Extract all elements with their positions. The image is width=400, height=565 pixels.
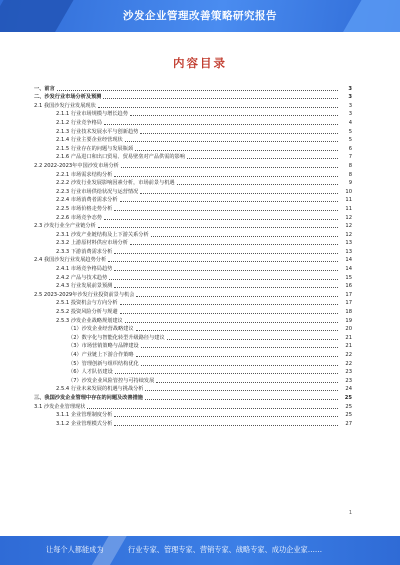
page-number: 1 <box>348 510 352 516</box>
toc-leader-dots <box>98 107 338 108</box>
toc-entry-page: 3 <box>348 94 352 101</box>
toc-entry-label: 2.1.6 产品进口和出口贸易、贸易壁垒对产品供需的影响 <box>56 154 185 161</box>
toc-leader-dots <box>187 158 338 159</box>
toc-entry[interactable] <box>34 110 352 119</box>
toc-entry-page: 23 <box>345 377 352 384</box>
toc-entry-page: 8 <box>348 162 352 169</box>
toc-entry[interactable] <box>34 239 352 248</box>
toc-entry[interactable] <box>34 84 352 93</box>
toc-entry-label: （1）沙发企业经营战略建议 <box>68 326 134 333</box>
toc-entry[interactable] <box>34 187 352 196</box>
toc-entry[interactable] <box>34 342 352 351</box>
toc-entry-label: 2.1.3 行业技术发展水平与创新趋势 <box>56 128 139 135</box>
toc-entry[interactable] <box>34 273 352 282</box>
toc-entry-label: 2.2.6 市场竞争态势 <box>56 214 102 221</box>
toc-leader-dots <box>125 141 338 142</box>
toc-heading: 内容目录 <box>173 56 227 70</box>
toc-entry-page: 21 <box>345 343 352 350</box>
toc-leader-dots <box>115 373 338 374</box>
toc-entry-label: 2.1.5 行业存在的问题与发展瓶颈 <box>56 145 134 152</box>
toc-entry-page: 17 <box>345 300 352 307</box>
toc-entry-label: 2.2.3 行业市场供给状况与运营情况 <box>56 188 139 195</box>
toc-leader-dots <box>130 115 338 116</box>
toc-entry-label: 一、前言 <box>34 85 55 92</box>
toc-entry[interactable] <box>34 256 352 265</box>
toc-entry-page: 21 <box>345 334 352 341</box>
toc-leader-dots <box>145 390 338 391</box>
toc-leader-dots <box>57 90 338 91</box>
toc-entry[interactable] <box>34 376 352 385</box>
toc-entry-page: 7 <box>348 154 352 161</box>
toc-leader-dots <box>141 347 338 348</box>
toc-entry[interactable] <box>34 299 352 308</box>
toc-entry[interactable] <box>34 230 352 239</box>
toc-leader-dots <box>140 133 338 134</box>
toc-entry-page: 27 <box>345 420 352 427</box>
toc-entry[interactable] <box>34 350 352 359</box>
toc-entry-label: （2）数字化与智能化转型升级路径与建议 <box>68 334 165 341</box>
toc-entry-page: 13 <box>345 248 352 255</box>
toc-entry-page: 4 <box>348 119 352 126</box>
toc-entry[interactable] <box>34 196 352 205</box>
toc-entry-page: 8 <box>348 171 352 178</box>
toc-entry-label: 2.3.2 上游原材料供应市场分析 <box>56 240 128 247</box>
toc-entry-label: 2.2.4 市场消费者需求分析 <box>56 197 118 204</box>
toc-entry-label: 2.2.5 市场价格走势分析 <box>56 205 113 212</box>
toc-entry-label: 2.4.2 产品与技术趋势 <box>56 274 108 281</box>
toc-leader-dots <box>114 425 338 426</box>
toc-entry-label: 2.3.3 下游消费需求分析 <box>56 248 113 255</box>
toc-entry[interactable] <box>34 393 352 402</box>
toc-entry-page: 18 <box>345 309 352 316</box>
toc-entry-page: 12 <box>345 231 352 238</box>
toc-entry-page: 22 <box>345 360 352 367</box>
toc-entry-page: 10 <box>345 188 352 195</box>
toc-entry-label: 二、沙发行业市场分析及预测 <box>34 94 102 101</box>
toc-entry-label: 3.1.1 企业管理制度分析 <box>56 412 113 419</box>
toc-entry[interactable] <box>34 419 352 428</box>
toc-entry[interactable] <box>34 385 352 394</box>
toc-leader-dots <box>114 210 338 211</box>
toc-entry-label: 2.1.1 行业市场规模与增长趋势 <box>56 111 128 118</box>
toc-leader-dots <box>114 416 338 417</box>
toc-entry[interactable] <box>34 213 352 222</box>
toc-entry-label: 2.1.2 行业竞争格局 <box>56 119 102 126</box>
toc-leader-dots <box>136 330 338 331</box>
toc-entry-page: 20 <box>345 326 352 333</box>
toc-leader-dots <box>140 193 338 194</box>
toc-entry[interactable] <box>34 402 352 411</box>
report-title: 沙发企业管理改善策略研究报告 <box>123 10 277 22</box>
toc-entry-page: 11 <box>345 205 352 212</box>
toc-entry-label: 2.4 我国沙发行业发展趋势分析 <box>34 257 107 264</box>
toc-leader-dots <box>114 176 338 177</box>
toc-entry[interactable] <box>34 161 352 170</box>
toc-entry-label: 2.2.2 沙发行业发展影响因素分析，市场前景与机遇 <box>56 180 175 187</box>
toc-leader-dots <box>120 304 338 305</box>
toc-entry-label: 2.5.4 行业未来发展的机遇与挑战分析 <box>56 386 144 393</box>
toc-entry[interactable] <box>34 264 352 273</box>
toc-leader-dots <box>121 167 338 168</box>
toc-entry-page: 12 <box>345 223 352 230</box>
toc-leader-dots <box>130 244 338 245</box>
toc-entry-label: （7）沙发企业风险管控与可持续发展 <box>68 377 155 384</box>
toc-entry-label: 2.2 2022-2023年中国沙发市场分析 <box>34 162 119 169</box>
toc-entry-page: 17 <box>345 291 352 298</box>
toc-entry[interactable] <box>34 93 352 102</box>
toc-leader-dots <box>114 287 338 288</box>
toc-entry-page: 25 <box>345 412 352 419</box>
toc-entry[interactable] <box>34 368 352 377</box>
toc-entry-page: 19 <box>345 317 352 324</box>
toc-entry[interactable] <box>34 307 352 316</box>
toc-entry[interactable] <box>34 247 352 256</box>
toc-leader-dots <box>108 261 338 262</box>
toc-entry-page: 16 <box>345 283 352 290</box>
toc-entry-label: 2.3.1 沙发产业链结构及上下游关系分析 <box>56 231 149 238</box>
toc-leader-dots <box>177 184 338 185</box>
toc-leader-dots <box>109 279 338 280</box>
toc-entry-page: 24 <box>345 386 352 393</box>
toc-entry-page: 25 <box>345 403 352 410</box>
footer-slogan-right: 行业专家、管理专家、营销专家、战略专家、成功企业家…… <box>128 545 323 554</box>
toc-leader-dots <box>167 339 338 340</box>
toc-entry-label: 2.5.3 沙发企业战略规划建议 <box>56 317 123 324</box>
toc-entry-label: （6）人才队伍建设 <box>68 369 113 376</box>
toc-leader-dots <box>114 253 338 254</box>
toc-leader-dots <box>98 227 338 228</box>
toc-entry-page: 14 <box>345 266 352 273</box>
toc-entry-page: 9 <box>348 180 352 187</box>
toc-entry[interactable] <box>34 179 352 188</box>
toc-entry-label: 2.3 沙发行业全产业链分析 <box>34 223 96 230</box>
toc-entry[interactable] <box>34 282 352 291</box>
toc-leader-dots <box>151 236 338 237</box>
toc-entry-page: 5 <box>348 128 352 135</box>
toc-entry-label: 2.5 2023-2029年沙发行业投资前景与机会 <box>34 291 135 298</box>
toc-leader-dots <box>87 408 338 409</box>
toc-leader-dots <box>125 322 338 323</box>
toc-leader-dots <box>104 124 338 125</box>
toc-leader-dots <box>141 365 338 366</box>
toc-entry-label: 3.1 沙发企业管理现状 <box>34 403 86 410</box>
toc-entry-page: 15 <box>345 274 352 281</box>
footer-slogan-left: 让每个人都能成为 <box>46 545 104 554</box>
toc-entry[interactable] <box>34 101 352 110</box>
toc-entry-page: 3 <box>348 111 352 118</box>
toc-entry-label: 2.5.2 投资风险分析与规避 <box>56 309 118 316</box>
toc-leader-dots <box>120 201 338 202</box>
toc-entry-label: （3）市场营销策略与品牌建设 <box>68 343 139 350</box>
toc-entry[interactable] <box>34 316 352 325</box>
toc-entry-page: 25 <box>344 394 352 401</box>
toc-entry[interactable] <box>34 333 352 342</box>
toc-entry[interactable] <box>34 153 352 162</box>
toc-entry-page: 23 <box>345 369 352 376</box>
toc-entry[interactable] <box>34 359 352 368</box>
toc-leader-dots <box>145 399 338 400</box>
toc-entry[interactable] <box>34 144 352 153</box>
toc-entry-page: 6 <box>348 145 352 152</box>
toc-entry-label: （5）管理创新与组织结构优化 <box>68 360 139 367</box>
toc-entry-label: 2.4.1 市场竞争格局趋势 <box>56 266 113 273</box>
toc-entry-page: 3 <box>348 85 352 92</box>
toc-entry-label: 3.1.2 企业管理模式分析 <box>56 420 113 427</box>
toc-entry-label: 三、我国沙发企业管理中存在的问题及改善措施 <box>34 394 143 401</box>
toc-leader-dots <box>156 382 338 383</box>
toc-entry-page: 22 <box>345 352 352 358</box>
toc-leader-dots <box>103 98 338 99</box>
toc-entry-page: 5 <box>348 137 352 144</box>
toc-entry[interactable] <box>34 411 352 420</box>
toc-leader-dots <box>136 296 338 297</box>
toc-entry-label: 2.5.1 投资机会与方向分析 <box>56 300 118 307</box>
toc-leader-dots <box>120 313 338 314</box>
table-of-contents <box>34 84 352 428</box>
toc-entry[interactable] <box>34 222 352 231</box>
toc-entry-page: 12 <box>345 214 352 221</box>
toc-entry-page: 13 <box>345 240 352 247</box>
toc-entry[interactable] <box>34 325 352 334</box>
toc-leader-dots <box>135 150 338 151</box>
toc-entry[interactable] <box>34 204 352 213</box>
toc-entry-page: 14 <box>345 257 352 264</box>
toc-entry[interactable] <box>34 290 352 299</box>
footer-banner <box>0 536 400 565</box>
toc-leader-dots <box>136 356 338 357</box>
toc-entry-label: （4）产业链上下游合作策略 <box>68 352 134 358</box>
toc-entry-label: 2.2.1 市场需求结构分析 <box>56 171 113 178</box>
toc-entry[interactable] <box>34 127 352 136</box>
report-header-banner <box>0 0 400 32</box>
toc-entry[interactable] <box>34 170 352 179</box>
toc-entry[interactable] <box>34 136 352 145</box>
toc-entry-page: 11 <box>345 197 352 204</box>
toc-entry-label: 2.4.3 行业发展前景预测 <box>56 283 113 290</box>
toc-entry-page: 3 <box>348 102 352 109</box>
toc-entry-label: 2.1.4 行业主要企业经营现状 <box>56 137 123 144</box>
toc-leader-dots <box>104 219 338 220</box>
toc-entry-label: 2.1 我国沙发行业发展现状 <box>34 102 96 109</box>
toc-leader-dots <box>114 270 338 271</box>
toc-entry[interactable] <box>34 118 352 127</box>
